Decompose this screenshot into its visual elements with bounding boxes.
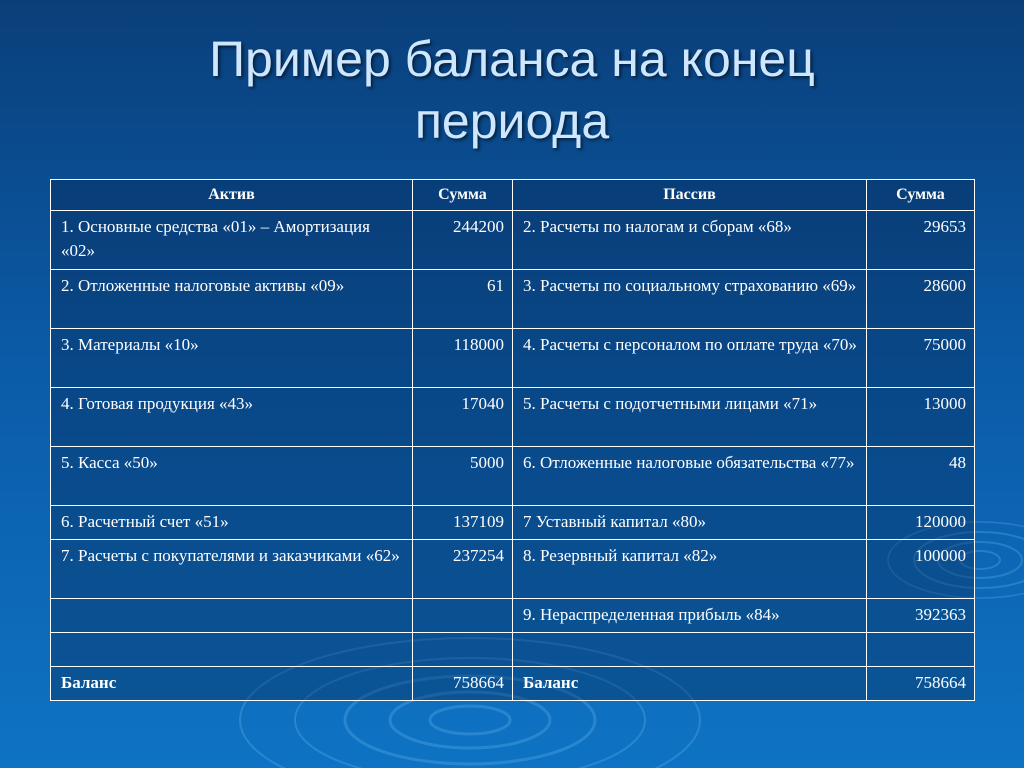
aktiv-sum-cell: [413, 633, 513, 667]
passiv-sum-cell: 29653: [867, 211, 975, 270]
passiv-sum-cell: 392363: [867, 599, 975, 633]
passiv-cell: 6. Отложенные налоговые обязательства «77»: [513, 447, 867, 506]
passiv-cell: 9. Нераспределенная прибыль «84»: [513, 599, 867, 633]
aktiv-cell: 1. Основные средства «01» – Амортизация «02»: [51, 211, 413, 270]
passiv-cell: 4. Расчеты с персоналом по оплате труда «70»: [513, 329, 867, 388]
table-total-row: [51, 667, 975, 701]
aktiv-sum-cell: [413, 599, 513, 633]
aktiv-sum-cell: 237254: [413, 540, 513, 599]
passiv-sum-cell: 28600: [867, 270, 975, 329]
passiv-cell: 5. Расчеты с подотчетными лицами «71»: [513, 388, 867, 447]
table-row: [51, 540, 975, 599]
header-aktiv: Актив: [51, 180, 413, 211]
passiv-cell: 8. Резервный капитал «82»: [513, 540, 867, 599]
passiv-sum-cell: 48: [867, 447, 975, 506]
aktiv-cell: 5. Касса «50»: [51, 447, 413, 506]
header-passiv-sum: Сумма: [867, 180, 975, 211]
aktiv-cell: 6. Расчетный счет «51»: [51, 506, 413, 540]
aktiv-cell: [51, 599, 413, 633]
balance-table: [50, 179, 975, 701]
table-row: [51, 599, 975, 633]
aktiv-cell: 2. Отложенные налоговые активы «09»: [51, 270, 413, 329]
passiv-sum-cell: 100000: [867, 540, 975, 599]
passiv-cell: 2. Расчеты по налогам и сборам «68»: [513, 211, 867, 270]
aktiv-sum-cell: 5000: [413, 447, 513, 506]
aktiv-sum-cell: 17040: [413, 388, 513, 447]
aktiv-sum-cell: 61: [413, 270, 513, 329]
aktiv-cell: 7. Расчеты с покупателями и заказчиками «62»: [51, 540, 413, 599]
passiv-cell: 3. Расчеты по социальному страхованию «69»: [513, 270, 867, 329]
passiv-total-sum: 758664: [867, 667, 975, 701]
table-row: [51, 270, 975, 329]
aktiv-total-label: Баланс: [51, 667, 413, 701]
aktiv-cell: 4. Готовая продукция «43»: [51, 388, 413, 447]
passiv-sum-cell: [867, 633, 975, 667]
table-row: [51, 506, 975, 540]
passiv-sum-cell: 120000: [867, 506, 975, 540]
table-row: [51, 633, 975, 667]
aktiv-cell: 3. Материалы «10»: [51, 329, 413, 388]
table-row: [51, 447, 975, 506]
slide-title-line-2: периода: [414, 93, 610, 149]
table-header-row: [51, 180, 975, 211]
header-passiv: Пассив: [513, 180, 867, 211]
slide-title: [0, 28, 1024, 152]
aktiv-total-sum: 758664: [413, 667, 513, 701]
table-row: [51, 211, 975, 270]
header-aktiv-sum: Сумма: [413, 180, 513, 211]
passiv-cell: 7 Уставный капитал «80»: [513, 506, 867, 540]
passiv-sum-cell: 75000: [867, 329, 975, 388]
aktiv-sum-cell: 244200: [413, 211, 513, 270]
aktiv-sum-cell: 118000: [413, 329, 513, 388]
table-row: [51, 388, 975, 447]
passiv-cell: [513, 633, 867, 667]
slide-title-line-1: Пример баланса на конец: [209, 31, 815, 87]
table-row: [51, 329, 975, 388]
aktiv-sum-cell: 137109: [413, 506, 513, 540]
aktiv-cell: [51, 633, 413, 667]
passiv-sum-cell: 13000: [867, 388, 975, 447]
passiv-total-label: Баланс: [513, 667, 867, 701]
